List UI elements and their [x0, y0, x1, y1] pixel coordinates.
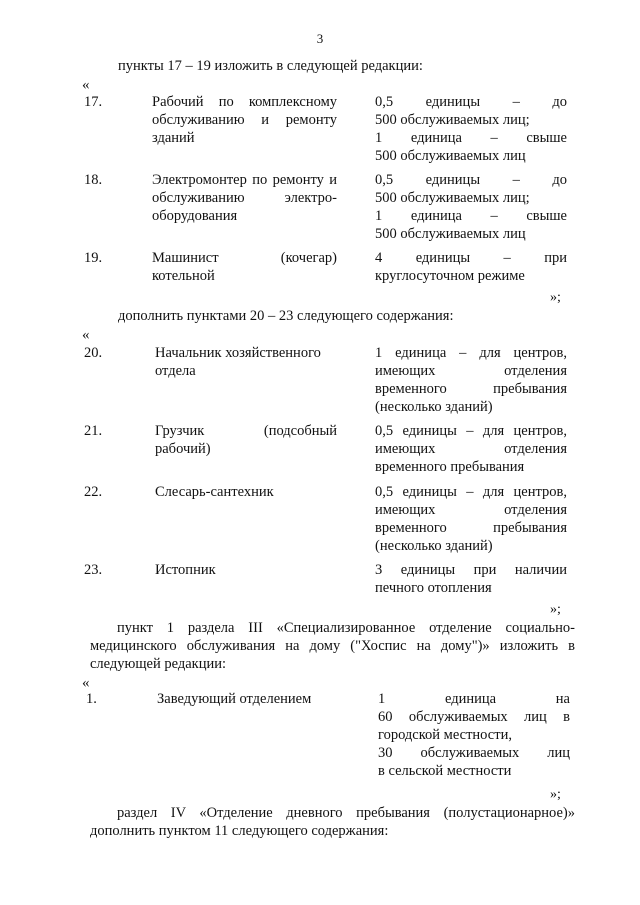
item-number-23: 23.: [84, 562, 103, 578]
item-qty-20: [375, 344, 567, 416]
qty-line: 1 единица – свыше: [375, 208, 567, 224]
qty-line: 30 обслуживаемых лиц: [378, 745, 570, 761]
intro-paragraph-1: пункты 17 – 19 изложить в следующей редакции:: [118, 58, 423, 74]
open-quote-1: «: [82, 77, 90, 93]
item-qty-22: [375, 483, 567, 555]
item-name-23: Истопник: [155, 562, 216, 578]
open-quote-3: «: [82, 675, 90, 691]
close-quote-2: »;: [550, 602, 561, 617]
item-name-22: Слесарь-сантехник: [155, 484, 274, 500]
qty-line: имеющих отделения: [375, 502, 567, 518]
item-number-20: 20.: [84, 345, 103, 361]
item-name-1: Заведующий отделением: [157, 691, 312, 707]
qty-line: (несколько зданий): [375, 538, 493, 554]
item-name-17: Рабочий по комплексному обслуживанию и ремонту зданий: [152, 94, 337, 146]
qty-line: 0,5 единицы – для центров,: [375, 423, 567, 439]
qty-line: 1 единица – для центров,: [375, 345, 567, 361]
qty-line: 3 единицы при наличии: [375, 562, 567, 578]
item-number-19: 19.: [84, 250, 103, 266]
item-name-21: Грузчик (подсобный рабочий): [155, 423, 337, 457]
qty-line: временного пребывания: [375, 381, 567, 397]
item-number-22: 22.: [84, 484, 103, 500]
qty-line: 0,5 единицы – до: [375, 94, 567, 110]
qty-line: 500 обслуживаемых лиц;: [375, 112, 530, 128]
qty-line: круглосуточном режиме: [375, 268, 525, 284]
qty-line: 4 единицы – при: [375, 250, 567, 266]
intro-paragraph-2: дополнить пунктами 20 – 23 следующего содержания:: [118, 308, 454, 324]
item-name-18: Электромонтер по ремонту и обслуживанию электро-оборудования: [152, 172, 337, 224]
qty-line: 0,5 единицы – для центров,: [375, 484, 567, 500]
close-quote-3: »;: [550, 787, 561, 802]
item-qty-21: [375, 422, 567, 476]
item-qty-1: [378, 690, 570, 780]
item-qty-23: [375, 561, 567, 597]
qty-line: 60 обслуживаемых лиц в: [378, 709, 570, 725]
page-number: 3: [316, 31, 324, 46]
qty-line: 1 единица – свыше: [375, 130, 567, 146]
item-number-17: 17.: [84, 94, 103, 110]
paragraph-3: пункт 1 раздела III «Специализированное отделение социально-медицинского обслуживания на дому ("Хоспис на дому")» изложить в следующей редакции:: [90, 620, 575, 672]
qty-line: временного пребывания: [375, 459, 525, 475]
qty-line: 500 обслуживаемых лиц: [375, 226, 526, 242]
item-qty-18: [375, 171, 567, 243]
item-number-18: 18.: [84, 172, 103, 188]
qty-line: печного отопления: [375, 580, 492, 596]
qty-line: 1 единица на: [378, 691, 570, 707]
qty-line: 0,5 единицы – до: [375, 172, 567, 188]
paragraph-4: раздел IV «Отделение дневного пребывания (полустационарное)» дополнить пунктом 11 следующего содержания:: [90, 805, 575, 839]
item-name-19: Машинист (кочегар) котельной: [152, 250, 337, 284]
item-qty-19: [375, 249, 567, 285]
qty-line: имеющих отделения: [375, 363, 567, 379]
qty-line: в сельской местности: [378, 763, 512, 779]
close-quote-1: »;: [550, 290, 561, 305]
item-number-1: 1.: [86, 691, 97, 707]
qty-line: 500 обслуживаемых лиц;: [375, 190, 530, 206]
item-qty-17: [375, 93, 567, 165]
qty-line: имеющих отделения: [375, 441, 567, 457]
qty-line: 500 обслуживаемых лиц: [375, 148, 526, 164]
qty-line: временного пребывания: [375, 520, 567, 536]
item-number-21: 21.: [84, 423, 103, 439]
qty-line: (несколько зданий): [375, 399, 493, 415]
item-name-20: Начальник хозяйственного отдела: [155, 345, 321, 379]
open-quote-2: «: [82, 327, 90, 343]
qty-line: городской местности,: [378, 727, 512, 743]
